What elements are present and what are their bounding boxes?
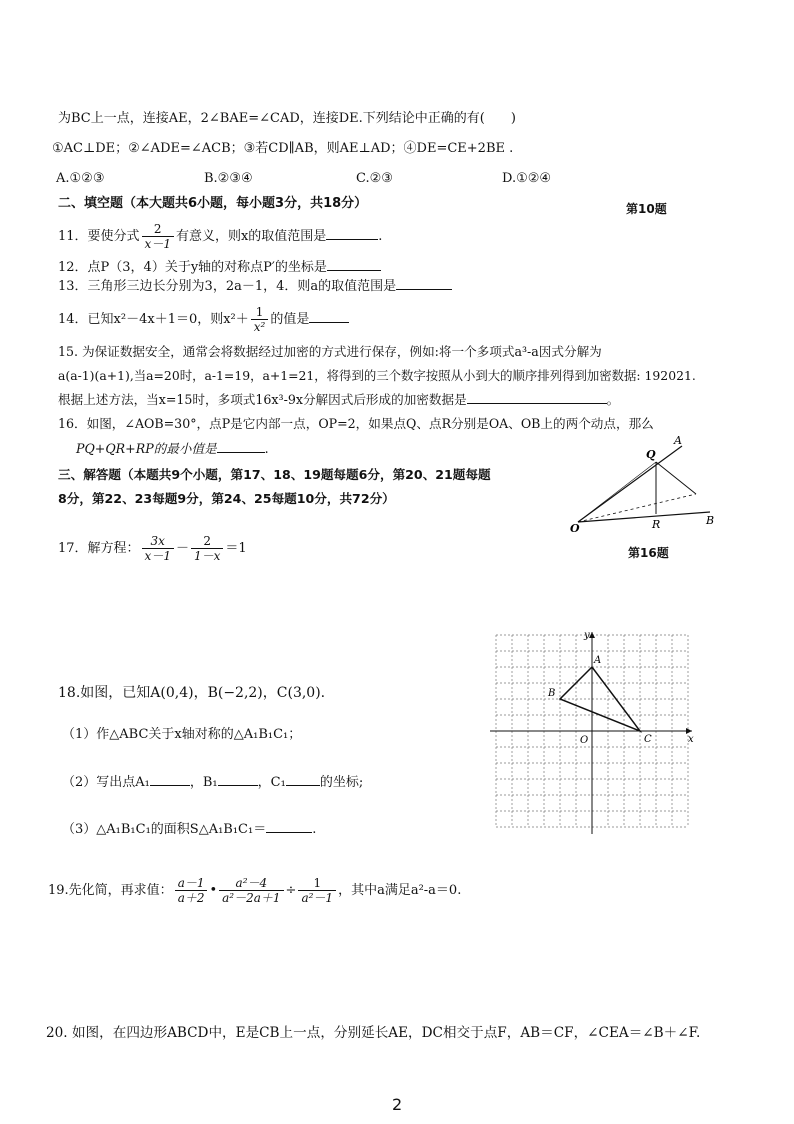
label-o: O — [570, 522, 580, 535]
q18-a1-blank[interactable] — [150, 773, 190, 786]
q18-stem: 18.如图，已知A(0,4)，B(−2,2)，C(3,0). — [58, 685, 326, 701]
q10-stem: 为BC上一点，连接AE，2∠BAE=∠CAD，连接DE.下列结论中正确的有( ) — [58, 111, 516, 126]
q18-part3: （3）△A₁B₁C₁的面积S△A₁B₁C₁＝ . — [62, 822, 317, 837]
point-c-label: C — [644, 734, 652, 745]
q15-line3: 根据上述方法，当x=15时，多项式16x³-9x分解因式后形成的加密数据是 。 — [58, 392, 620, 407]
q18-c1-blank[interactable] — [286, 773, 320, 786]
ray-oa — [578, 446, 682, 522]
q16-answer-blank[interactable] — [217, 440, 265, 453]
segment-q-to-reflect — [656, 462, 696, 494]
q18-grid-figure — [490, 626, 700, 836]
label-a: A — [674, 434, 682, 447]
label-b: B — [706, 514, 715, 527]
q19-fraction-2: $\frac{\text{a²－4}}{\text{a²－2a＋1}}$ — [219, 876, 283, 905]
q16-line2: PQ+QR+RP的最小值是 . — [76, 441, 269, 456]
section-3-line2: 8分，第22、23每题9分，第24、25每题10分，共72分） — [58, 491, 395, 506]
q13: 13．三角形三边长分别为3，2a－1，4．则a的取值范围是 — [58, 277, 452, 296]
segment-oq — [578, 462, 656, 522]
q18-b1-blank[interactable] — [218, 773, 258, 786]
q17-fraction-2: $\frac{2}{1-x}$ — [191, 534, 223, 563]
q16-figure-label: 第16题 — [628, 546, 669, 560]
label-r: R — [652, 518, 661, 531]
q18-part1: （1）作△ABC关于x轴对称的△A₁B₁C₁； — [62, 727, 302, 742]
y-axis-label: y — [584, 630, 590, 641]
q11-fraction: $\frac{2}{x-1}$ — [142, 222, 174, 251]
section-2-title: 二、填空题（本大题共6小题，每小题3分，共18分） — [58, 196, 368, 211]
q14: 14．已知x²－4x＋1＝0，则x²＋ $\frac{1}{\text{x²}}$ 的值是 — [58, 305, 349, 334]
q10-statements: ①AC⊥DE；②∠ADE=∠ACB；③若CD∥AB，则AE⊥AD；④DE=CE+2BE . — [52, 141, 514, 156]
label-q: Q — [646, 448, 656, 461]
x-axis-label: x — [688, 734, 694, 745]
q16-line1: 16．如图，∠AOB=30°，点P是它内部一点，OP=2，如果点Q、点R分别是OA、OB上的两个动点，那么 — [58, 416, 654, 431]
q18-area-blank[interactable] — [266, 820, 312, 833]
q12-answer-blank[interactable] — [327, 258, 381, 271]
q15-line2: a(a-1)(a+1),当a=20时，a-1=19，a+1=21，将得到的三个数字按照从小到大的顺序排列得到加密数据: 192021. — [58, 368, 696, 383]
q10-option-d: D.①②④ — [502, 171, 552, 186]
q19-fraction-1: $\frac{a-1}{a+2}$ — [175, 876, 208, 905]
q10-option-b: B.②③④ — [204, 171, 253, 186]
q10-option-c: C.②③ — [356, 171, 393, 186]
point-a-label: A — [594, 655, 602, 666]
q15-line1: 15. 为保证数据安全，通常会将数据经过加密的方式进行保存，例如:将一个多项式a³-a因式分解为 — [58, 344, 602, 359]
page-number: 2 — [392, 1095, 403, 1114]
q14-fraction: $\frac{1}{\text{x²}}$ — [251, 305, 269, 334]
q16-figure — [560, 432, 740, 542]
q11-answer-blank[interactable] — [326, 227, 378, 240]
q17-fraction-1: $\frac{3x}{x-1}$ — [142, 534, 174, 563]
q17: 17．解方程： $\frac{3x}{x-1}$ － $\frac{2}{1-x}$ ＝1 — [58, 534, 247, 563]
q19-fraction-3: $\frac{1}{\text{a²－1}}$ — [298, 876, 336, 905]
q14-answer-blank[interactable] — [309, 310, 349, 323]
q20: 20. 如图，在四边形ABCD中，E是CB上一点，分别延长AE，DC相交于点F，AB＝CF，∠CEA＝∠B＋∠F. — [46, 1025, 701, 1041]
q10-option-a: A.①②③ — [56, 171, 105, 186]
q12: 12．点P（3，4）关于y轴的对称点P′的坐标是 — [58, 258, 381, 277]
q10-figure-label: 第10题 — [626, 202, 667, 216]
point-b-label: B — [548, 688, 556, 699]
q15-answer-blank[interactable] — [467, 391, 607, 404]
q11: 11．要使分式 $\frac{2}{x-1}$ 有意义，则x的取值范围是 . — [58, 222, 383, 251]
origin-label: O — [580, 735, 589, 746]
q19: 19.先化简，再求值： $\frac{a-1}{a+2}$ • $\frac{\text{a²－4}}{\text{a²－2a＋1}}$ ÷ $\frac{1}{\text{a²－1}}$ ，其中a满足a²-a＝0. — [48, 876, 462, 905]
q13-answer-blank[interactable] — [396, 277, 452, 290]
q18-part2: （2）写出点A₁ ，B₁ ，C₁ 的坐标; — [62, 775, 364, 790]
section-3-line1: 三、解答题（本题共9个小题，第17、18、19题每题6分，第20、21题每题 — [58, 467, 491, 482]
